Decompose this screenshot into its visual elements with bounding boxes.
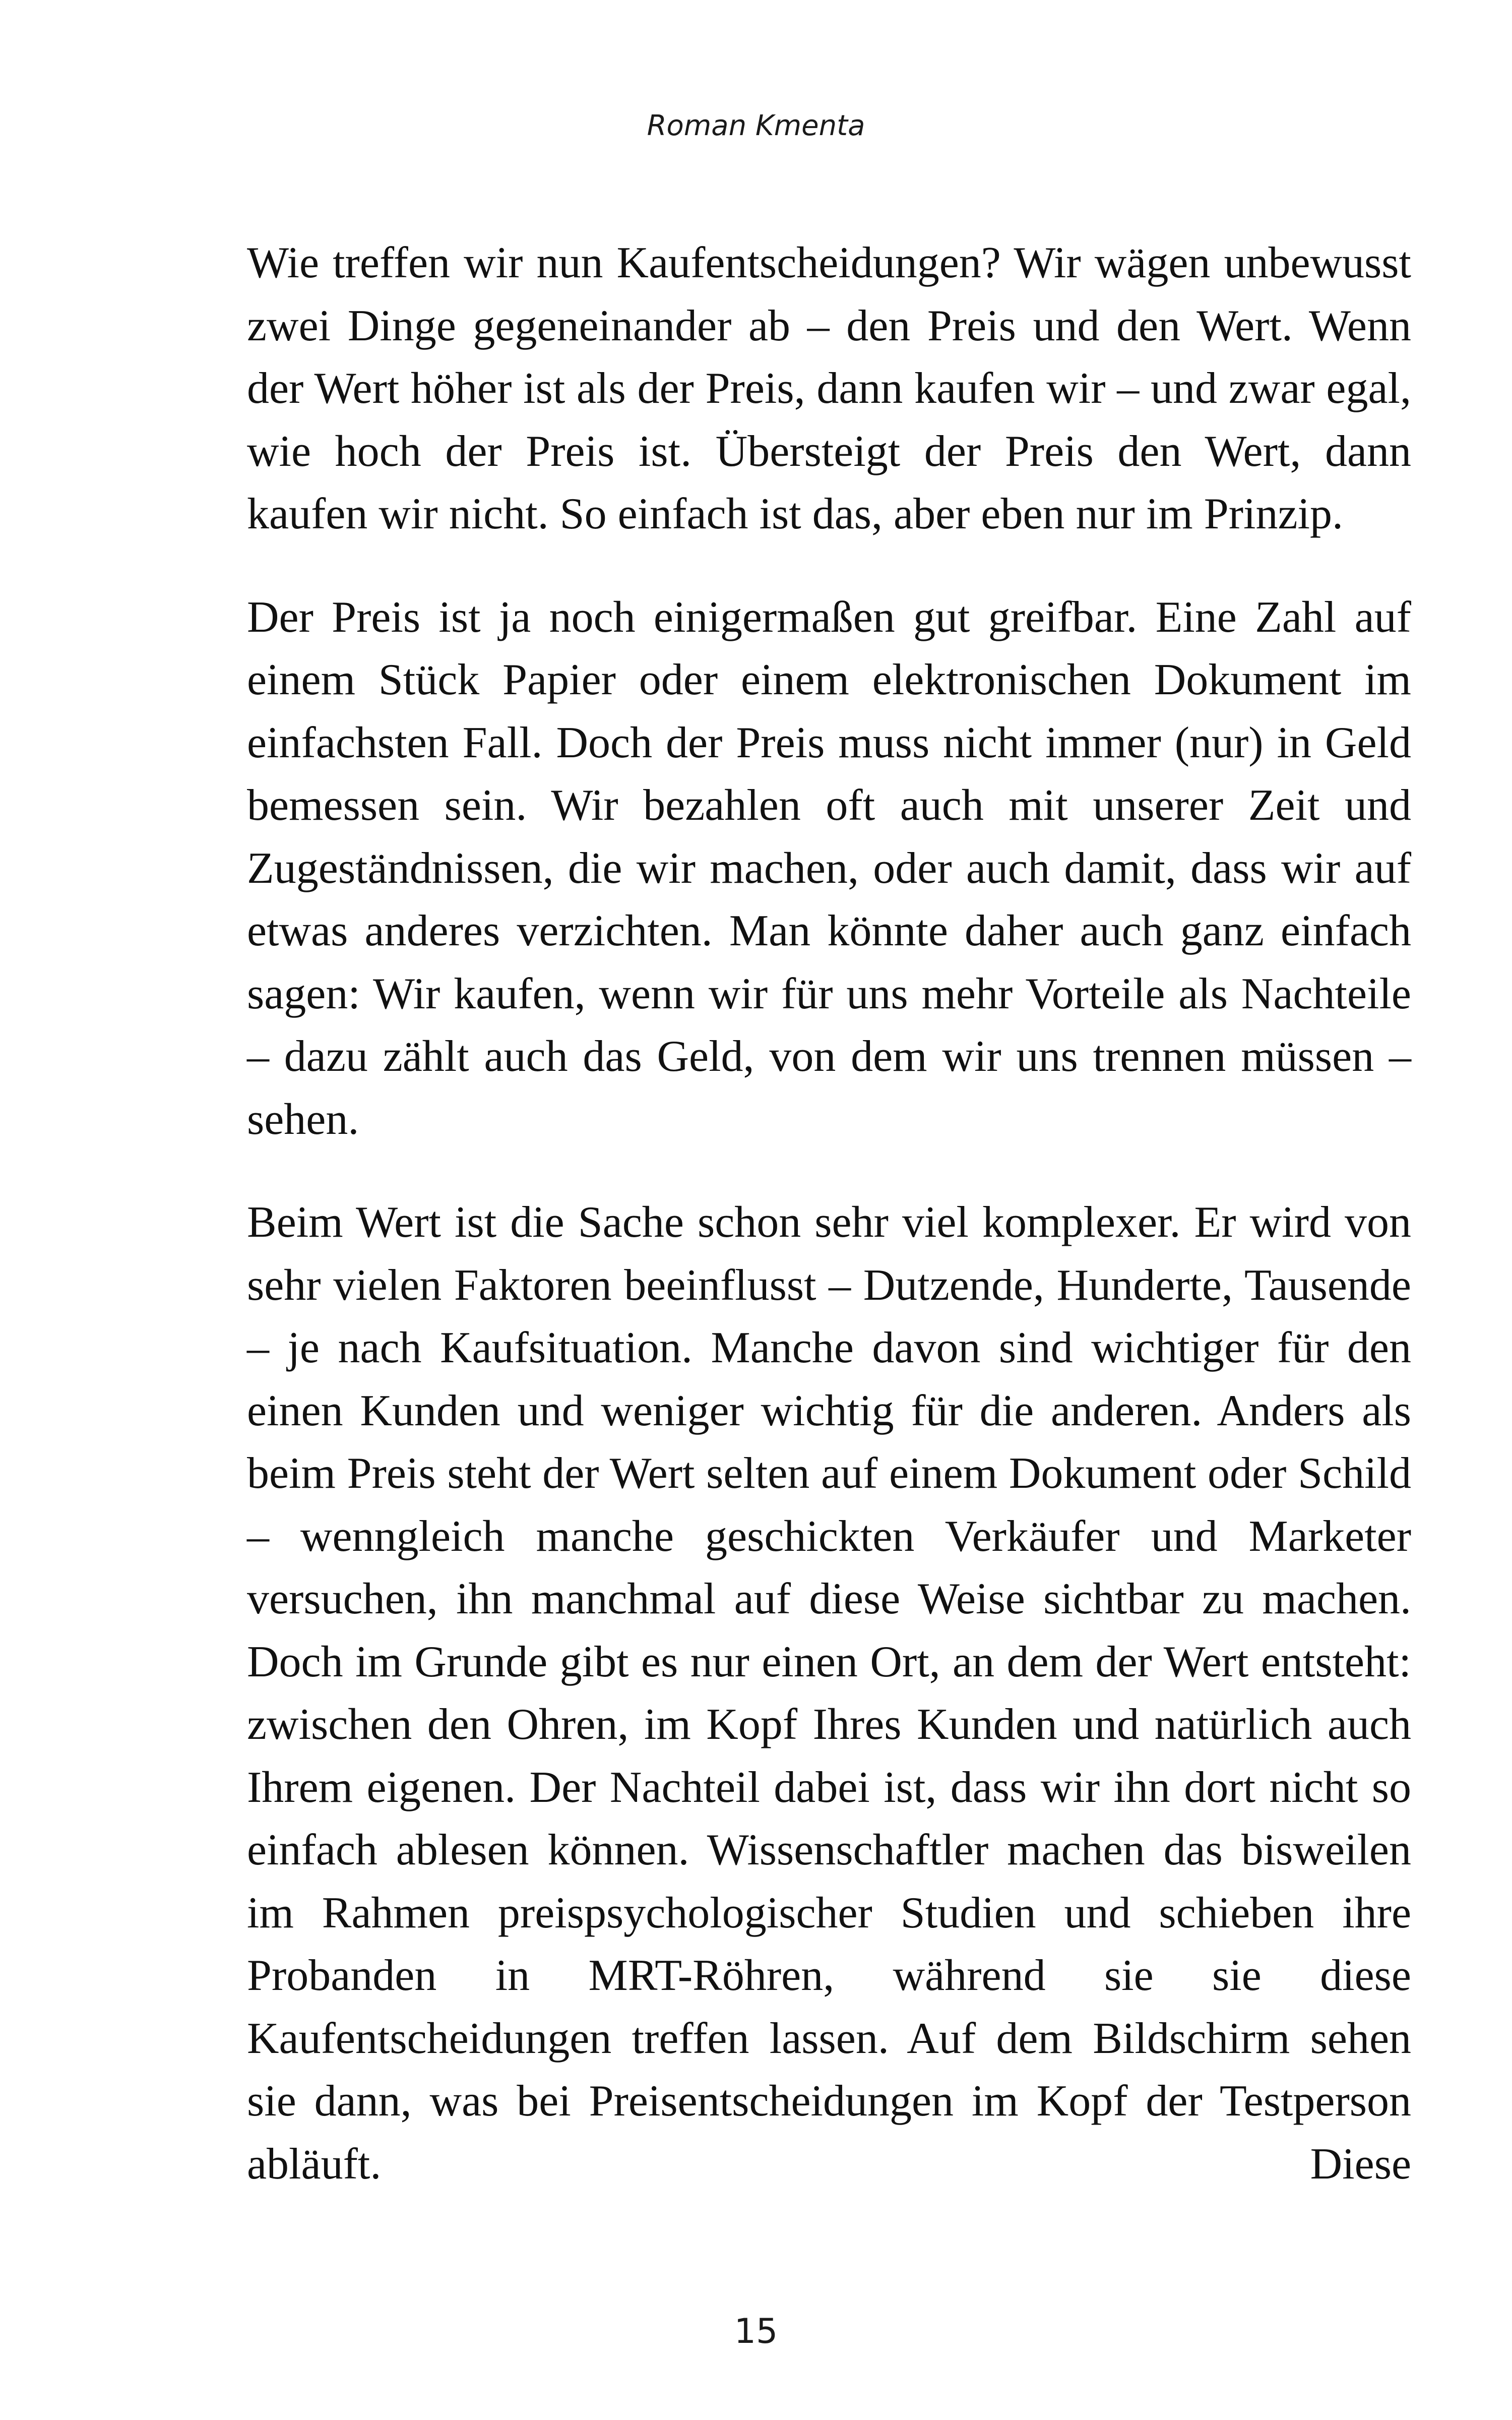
paragraph-2: Der Preis ist ja noch einigermaßen gut greifbar. Eine Zahl auf einem Stück Papier oder einem elektronischen Dokument im einfachsten Fall. Doch der Preis muss nicht immer (nur) in Geld bemessen sein. Wir bezahlen oft auch mit unserer Zeit und Zugeständnissen, die wir machen, oder auch damit, dass wir auf etwas anderes verzichten. Man könnte daher auch ganz einfach sagen: Wir kaufen, wenn wir für uns mehr Vorteile als Nachteile – dazu zählt auch das Geld, von dem wir uns trennen müssen – sehen. (247, 592, 1411, 1144)
paragraph-3: Beim Wert ist die Sache schon sehr viel komplexer. Er wird von sehr vielen Faktoren beeinflusst – Dutzende, Hunderte, Tausende – je nach Kaufsituation. Manche davon sind wichtiger für den einen Kunden und weniger wichtig für die anderen. Anders als beim Preis steht der Wert selten auf einem Dokument oder Schild – wenngleich manche geschickten Verkäufer und Marketer versuchen, ihn manchmal auf diese Weise sichtbar zu machen. Doch im Grunde gibt es nur einen Ort, an dem der Wert entsteht: zwischen den Ohren, im Kopf Ihres Kunden und natürlich auch Ihrem eigenen. Der Nachteil dabei ist, dass wir ihn dort nicht so einfach ablesen können. Wissenschaftler machen das bisweilen im Rahmen preispsychologischer Studien und schieben ihre Probanden in MRT-Röhren, während sie sie diese Kaufentscheidungen treffen lassen. Auf dem Bildschirm sehen sie dann, was bei Preisentscheidungen im Kopf der Testperson abläuft. Diese (247, 1198, 1411, 2189)
page-number: 15 (734, 2312, 778, 2351)
body-text (247, 232, 1411, 2196)
running-head-author: Roman Kmenta (647, 109, 865, 142)
paragraph-1: Wie treffen wir nun Kaufentscheidungen? Wir wägen unbewusst zwei Dinge gegeneinander ab – den Preis und den Wert. Wenn der Wert höher ist als der Preis, dann kaufen wir – und zwar egal, wie hoch der Preis ist. Übersteigt der Preis den Wert, dann kaufen wir nicht. So einfach ist das, aber eben nur im Prinzip. (247, 238, 1411, 538)
